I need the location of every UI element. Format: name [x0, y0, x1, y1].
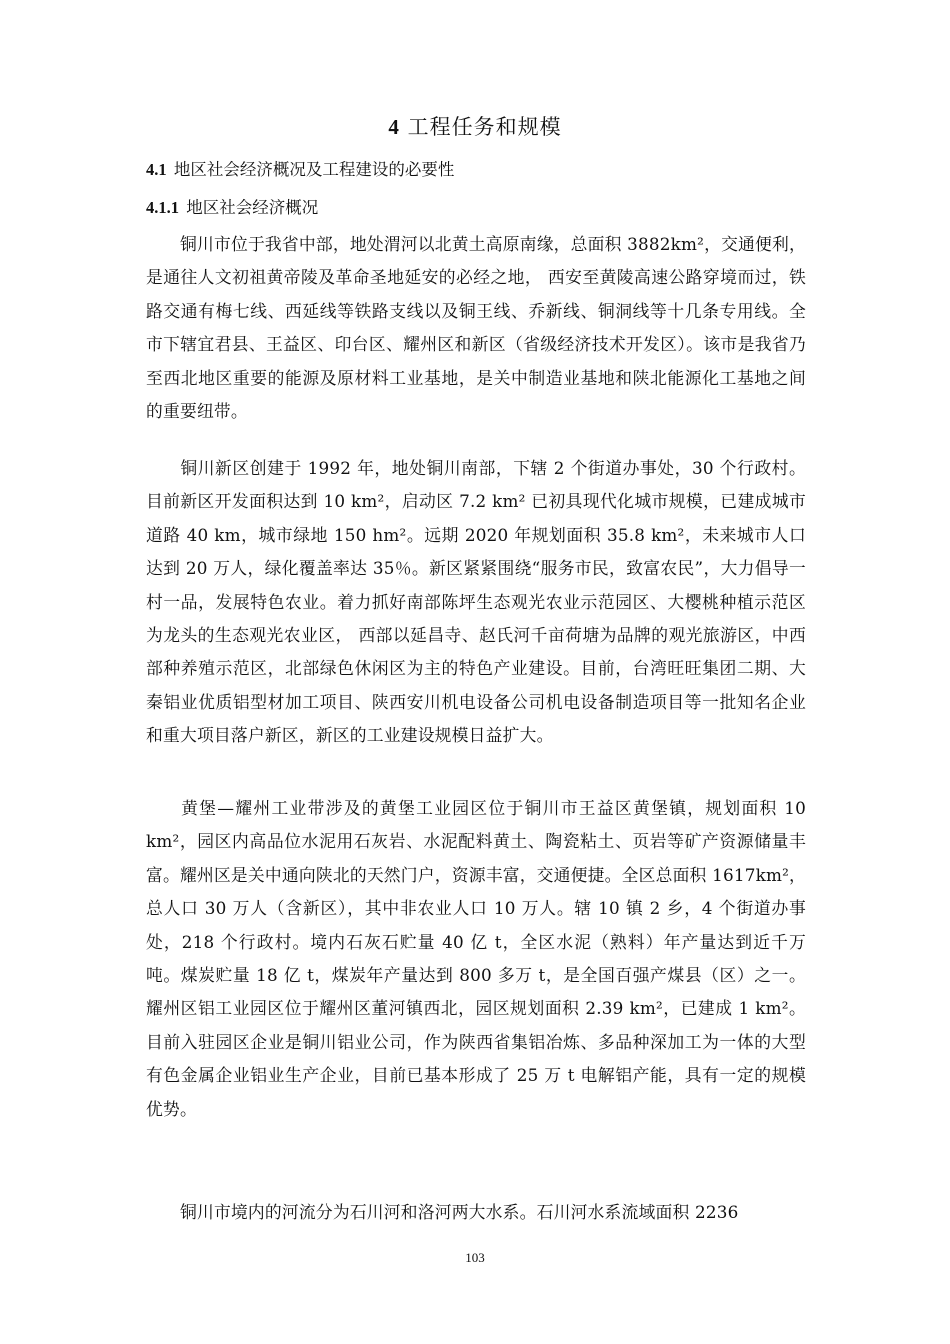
paragraph-4 [146, 1196, 806, 1229]
paragraph-2 [146, 452, 806, 753]
subsection-number: 4.1.1 [146, 198, 179, 217]
section-number: 4.1 [146, 160, 167, 179]
chapter-title-text: 工程任务和规模 [407, 115, 562, 139]
paragraph-1 [146, 228, 806, 428]
subsection-heading [146, 196, 318, 220]
paragraph-3 [146, 792, 806, 1126]
subsection-title: 地区社会经济概况 [186, 198, 319, 217]
paragraph-3-text: 黄堡—耀州工业带涉及的黄堡工业园区位于铜川市王益区黄堡镇，规划面积 10 km²，园区内高品位水泥用石灰岩、水泥配料黄土、陶瓷粘土、页岩等矿产资源储量丰富。耀州区是关中通向陕北的天然门户，资源丰富，交通便捷。全区总面积 1617km²，总人口 30 万人（含新区），其中非农业人口 10 万人。辖 10 镇 2 乡，4 个街道办事处，218 个行政村。境内石灰石贮量 40 亿 t，全区水泥（熟料）年产量达到近千万吨。煤炭贮量 18 亿 t，煤炭年产量达到 800 多万 t，是全国百强产煤县（区）之一。耀州区铝工业园区位于耀州区董河镇西北，园区规划面积 2.39 km²，已建成 1 km²。目前入驻园区企业是铜川铝业公司，作为陕西省集铝冶炼、多品种深加工为一体的大型有色金属企业铝业生产企业，目前已基本形成了 25 万 t 电解铝产能，具有一定的规模优势。 [146, 798, 806, 1119]
paragraph-2-text: 铜川新区创建于 1992 年，地处铜川南部，下辖 2 个街道办事处，30 个行政村。目前新区开发面积达到 10 km²，启动区 7.2 km² 已初具现代化城市规模，已建成城市道路 40 km，城市绿地 150 hm²。远期 2020 年规划面积 35.8 km²，未来城市人口达到 20 万人，绿化覆盖率达 35％。新区紧紧围绕“服务市民，致富农民”，大力倡导一村一品，发展特色农业。着力抓好南部陈坪生态观光农业示范园区、大樱桃种植示范区为龙头的生态观光农业区， 西部以延昌寺、赵氏河千亩荷塘为品牌的观光旅游区，中西部种养殖示范区，北部绿色休闲区为主的特色产业建设。目前，台湾旺旺集团二期、大秦铝业优质铝型材加工项目、陕西安川机电设备公司机电设备制造项目等一批知名企业和重大项目落户新区，新区的工业建设规模日益扩大。 [146, 458, 806, 746]
section-heading [146, 158, 454, 182]
page-number: 103 [465, 1250, 485, 1265]
section-title: 地区社会经济概况及工程建设的必要性 [173, 160, 455, 179]
paragraph-4-text: 铜川市境内的河流分为石川河和洛河两大水系。石川河水系流域面积 2236 [180, 1202, 739, 1222]
chapter-number: 4 [388, 115, 400, 139]
chapter-title [0, 112, 950, 142]
paragraph-1-text: 铜川市位于我省中部，地处渭河以北黄土高原南缘，总面积 3882km²，交通便利，是通往人文初祖黄帝陵及革命圣地延安的必经之地， 西安至黄陵高速公路穿境而过，铁路交通有梅七线、西延线等铁路支线以及铜王线、乔新线、铜洞线等十几条专用线。全市下辖宜君县、王益区、印台区、耀州区和新区（省级经济技术开发区）。该市是我省乃至西北地区重要的能源及原材料工业基地，是关中制造业基地和陕北能源化工基地之间的重要纽带。 [146, 234, 806, 422]
